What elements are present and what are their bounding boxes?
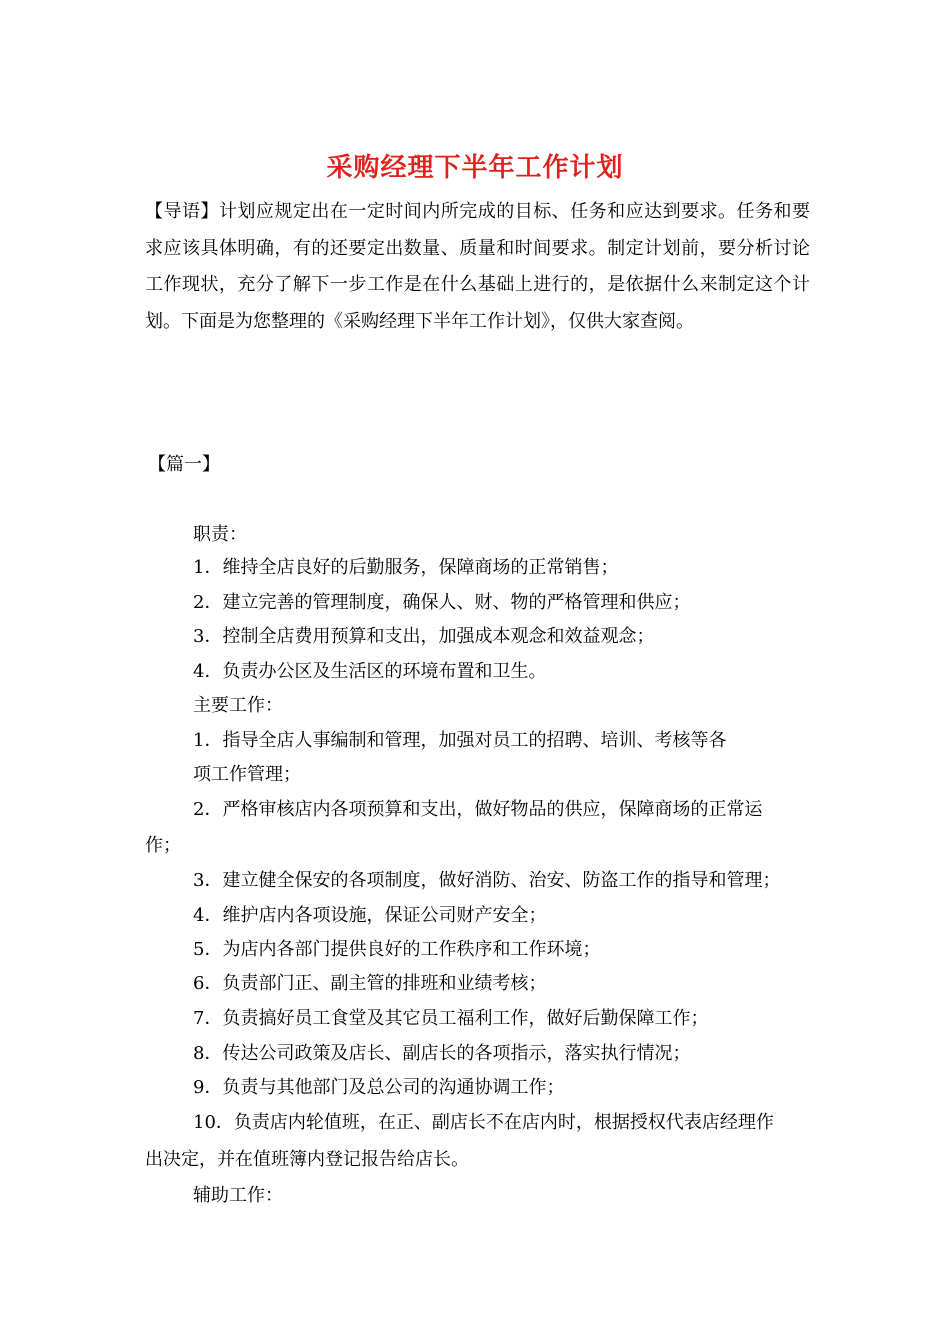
aux-work-label: 辅助工作：	[193, 1185, 283, 1206]
main-work-item: 5．为店内各部门提供良好的工作秩序和工作环境；	[193, 939, 601, 960]
main-work-item: 1．指导全店人事编制和管理，加强对员工的招聘、培训、考核等各	[193, 730, 727, 751]
duties-label: 职责：	[193, 524, 247, 545]
main-work-item: 6．负责部门正、副主管的排班和业绩考核；	[193, 973, 547, 994]
main-work-item: 8．传达公司政策及店长、副店长的各项指示，落实执行情况；	[193, 1043, 691, 1064]
main-work-label: 主要工作：	[193, 695, 283, 716]
document-title: 采购经理下半年工作计划	[326, 153, 624, 183]
main-work-item: 10．负责店内轮值班，在正、副店长不在店内时，根据授权代表店经理作	[193, 1112, 774, 1133]
main-work-item-continuation: 项工作管理；	[193, 764, 301, 785]
duty-item: 4．负责办公区及生活区的环境布置和卫生。	[193, 661, 547, 682]
main-work-item: 2．严格审核店内各项预算和支出，做好物品的供应，保障商场的正常运	[193, 799, 763, 820]
main-work-item: 4．维护店内各项设施，保证公司财产安全；	[193, 905, 547, 926]
duty-item: 1．维持全店良好的后勤服务，保障商场的正常销售；	[193, 557, 619, 578]
section-heading: 【篇一】	[148, 454, 220, 475]
main-work-item-continuation: 作；	[145, 835, 181, 856]
duty-item: 2．建立完善的管理制度，确保人、财、物的严格管理和供应；	[193, 592, 691, 613]
duty-item: 3．控制全店费用预算和支出，加强成本观念和效益观念；	[193, 626, 655, 647]
intro-paragraph: 【导语】计划应规定出在一定时间内所完成的目标、任务和应达到要求。任务和要求应该具体明确，有的还要定出数量、质量和时间要求。制定计划前，要分析讨论工作现状，充分了解下一步工作是在什么基础上进行的，是依据什么来制定这个计划。下面是为您整理的《采购经理下半年工作计划》，仅供大家查阅。	[145, 201, 810, 332]
main-work-item: 7．负责搞好员工食堂及其它员工福利工作，做好后勤保障工作；	[193, 1008, 709, 1029]
main-work-item: 3．建立健全保安的各项制度，做好消防、治安、防盗工作的指导和管理；	[193, 870, 781, 891]
main-work-item: 9．负责与其他部门及总公司的沟通协调工作；	[193, 1077, 565, 1098]
main-work-item-continuation: 出决定，并在值班簿内登记报告给店长。	[145, 1149, 469, 1170]
